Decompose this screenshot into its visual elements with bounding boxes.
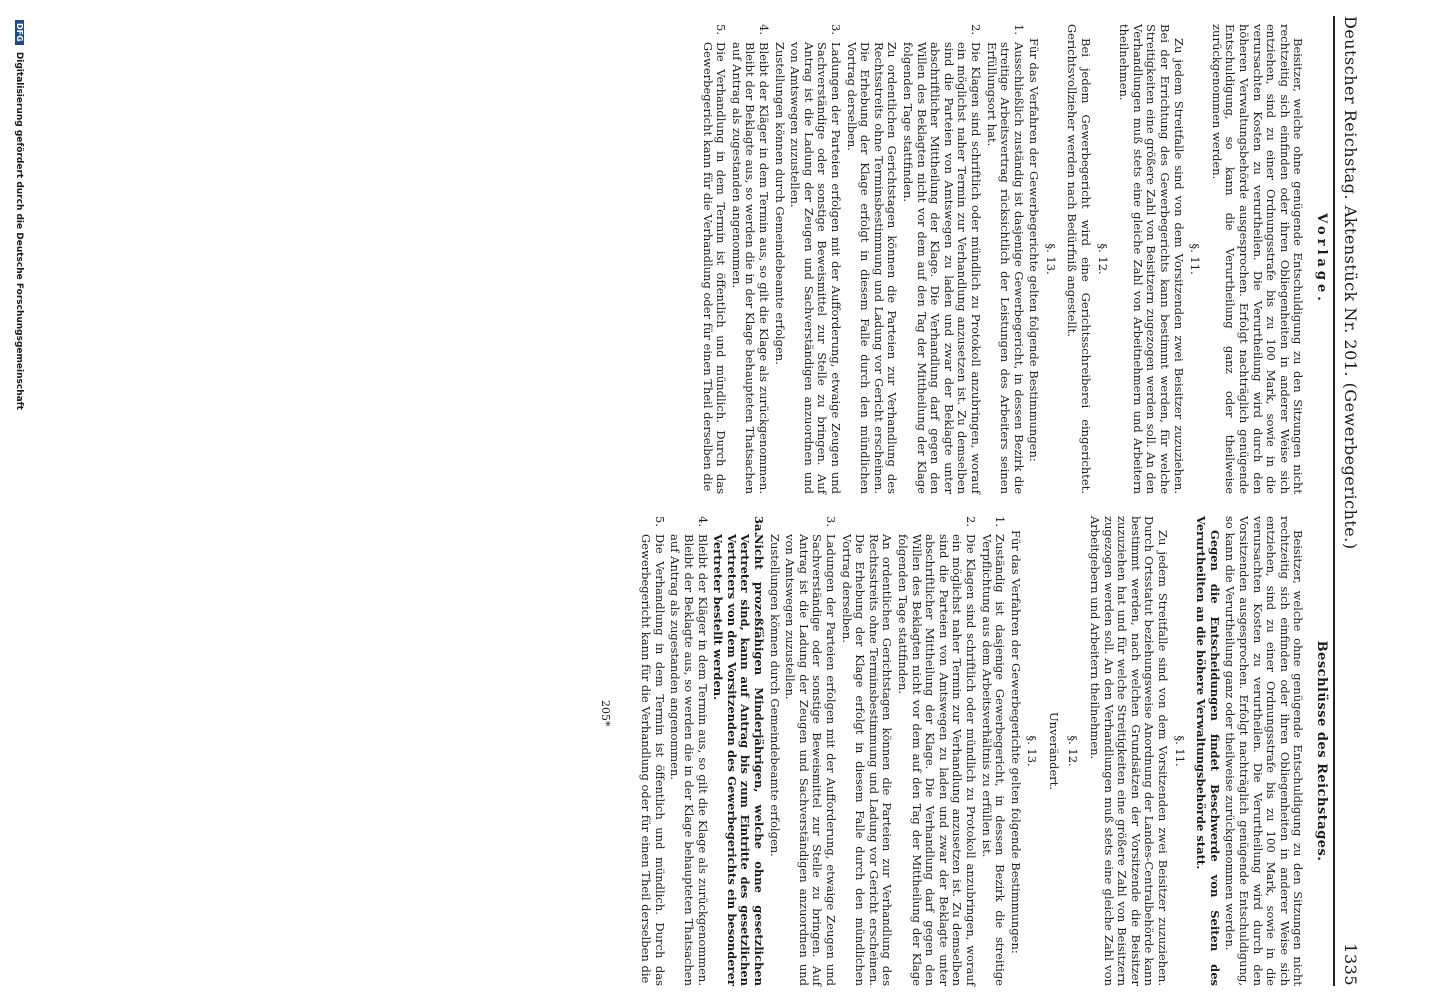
item-number: 3. xyxy=(824,516,838,527)
list-item xyxy=(788,24,842,494)
item-text: Zu ordentlichen Gerichtstagen können die Parteien zur Verhandlung des Rechtsstreits ohne Terminsbestimmung und Ladung vor Gericht erscheinen. Die Erhebung der Klage erfolgt in diesem Falle durch den mündlichen Vortrag derselben. xyxy=(844,42,900,494)
list-item xyxy=(900,24,982,494)
list-item xyxy=(767,516,781,986)
section-intro-13: Für das Verfahren der Gewerbegerichte gelten folgende Bestimmungen: xyxy=(1008,530,1023,954)
item-number: 2. xyxy=(968,24,983,35)
list-item xyxy=(783,516,837,986)
section-text-12: Bei jedem Gewerbegericht wird eine Gerichtsschreiberei eingerichtet. Gerichtsvollzieher werden nach Bedürfniß angestellt. xyxy=(1065,24,1094,494)
list-item xyxy=(711,516,765,986)
item-number: 1. xyxy=(993,516,1008,527)
item-number: 3. xyxy=(829,24,843,35)
item-list xyxy=(639,516,1006,986)
item-text: Die Klagen sind schriftlich oder mündlich zu Protokoll anzubringen, worauf ein möglichst naher Termin zur Verhandlung anzusetzen ist. Zu demselben sind die Parteien von Amtswegen zu laden und zwar der Beklagte unter abschriftlicher Mittheilung der Klage. Die Verhandlung darf gegen den Willen des Beklagten nicht vor dem auf den Tag der Mittheilung der Klage folgenden Tage stattfinden. xyxy=(900,42,983,494)
item-number: 5. xyxy=(652,516,667,527)
section-text-11: Zu jedem Streitfalle sind von dem Vorsitzenden zwei Beisitzer zuzuziehen. Bei der Errichtung des Gewerbegerichts kann bestimmt werden, für welche Streitigkeiten eine größere Zahl von Beisitzern zugezogen werden soll. An den Verhandlungen muß stets eine gleiche Zahl von Arbeitnehmern und Arbeitern theilnehmen. xyxy=(1117,24,1186,494)
item-number: 1. xyxy=(1011,24,1026,35)
item-text: Bleibt der Kläger in dem Termin aus, so gilt die Klage als zurückgenommen. Bleibt der Beklagte aus, so werden die in der Klage behaupteten Thatsachen auf Antrag als zugestanden angenommen. xyxy=(668,534,710,986)
catchword: 205* xyxy=(599,700,612,727)
list-item xyxy=(895,516,977,986)
item-text: Zustellungen können durch Gemeindebeamte erfolgen. xyxy=(772,42,787,365)
list-item xyxy=(639,516,666,986)
section-title-13: §. 13. xyxy=(1043,243,1058,275)
section-title-11: §. 11. xyxy=(1172,735,1187,767)
item-text: Ladungen der Parteien erfolgen mit der Aufforderung, etwaige Zeugen und Sachverständige oder sonstige Beweismittel zur Stelle zu bringen. Auf Antrag ist die Ladung der Zeugen und Sachverständigen anzuordnen und von Amtswegen zuzustellen. xyxy=(783,534,838,986)
column-heading-vorlage: Vorlage. xyxy=(1314,213,1329,305)
dfg-logo: DFG xyxy=(15,20,24,45)
item-list xyxy=(700,24,1025,494)
item-number: 5. xyxy=(714,24,729,35)
digitization-credit xyxy=(14,20,24,410)
list-item xyxy=(772,24,786,494)
list-item xyxy=(979,516,1006,986)
list-item xyxy=(700,24,727,494)
paragraph-amendment: Gegen die Entscheidungen findet Beschwerde von Seiten des Verurtheilten an die höhere Verwaltungsbehörde statt. xyxy=(1194,516,1222,986)
item-text: Die Verhandlung in dem Termin ist öffentlich und mündlich. Durch das Gewerbegericht kann für die Verhandlung oder für einen Theil derselben die xyxy=(639,534,667,986)
item-number: 4. xyxy=(695,516,710,527)
item-text: Zuständig ist dasjenige Gewerbegericht, in dessen Bezirk die streitige Verpflichtung aus dem Arbeitsverhältnis zu erfüllen ist. xyxy=(979,534,1008,986)
item-text: Nicht prozeßfähigen Minderjährigen, welche ohne gesetzlichen Vertreter sind, kann auf Antrag bis zum Eintritte des gesetzlichen Vertreters von dem Vorsitzenden des Gewerbegerichts ein besonderer Vertreter bestellt werden. xyxy=(711,534,767,986)
item-number: 4. xyxy=(757,24,772,35)
section-intro-13: Für das Verfahren der Gewerbegerichte gelten folgende Bestimmungen: xyxy=(1027,38,1042,462)
list-item xyxy=(668,516,709,986)
item-text: Ausschließlich zuständig ist dasjenige Gewerbegericht, in dessen Bezirk die streitige Arbeitsvertrag rücksichtlich der Leistungen des Arbeiters seinen Erfüllungsort hat. xyxy=(984,42,1026,494)
section-title-11: §. 11. xyxy=(1188,243,1203,275)
header-title: Deutscher Reichstag. Aktenstück Nr. 201. (Gewerbegerichte.) xyxy=(1341,16,1360,550)
section-title-12: §. 12. xyxy=(1095,243,1110,275)
digitization-credit-text: Digitalisierung gefördert durch die Deutsche Forschungsgemeinschaft xyxy=(14,51,24,410)
item-text: An ordentlichen Gerichtstagen können die Parteien zur Verhandlung des Rechtsstreits ohne Terminsbestimmung und Ladung vor Gericht erscheinen. Die Erhebung der Klage erfolgt in diesem Falle durch den mündlichen Vortrag derselben. xyxy=(839,534,895,986)
list-item xyxy=(844,24,898,494)
section-title-13: §. 13. xyxy=(1025,735,1040,767)
item-text: Bleibt der Kläger in dem Termin aus, so gilt die Klage als zurückgenommen. Bleibt der Beklagte aus, so werden die in der Klage behaupteten Thatsachen auf Antrag als zugestanden angenommen. xyxy=(729,42,772,494)
list-item xyxy=(984,24,1025,494)
section-text-11: Zu jedem Streitfalle sind von dem Vorsitzenden zwei Beisitzer zuzuziehen. Durch Ortsstatut beziehungsweise Anordnung der Landes-Centralbehörde kann bestimmt werden, nach welchen Grundsätzen der Vorsitzende die Beisitzer zuzuziehen hat und für welche Streitigkeiten eine größere Zahl von Beisitzern zugezogen werden soll. An den Verhandlungen muß stets eine gleiche Zahl von Arbeitgebern und Arbeitern theilnehmen. xyxy=(1088,516,1171,986)
item-text: Ladungen der Parteien erfolgen mit der Aufforderung, etwaige Zeugen und Sachverständige oder sonstige Beweismittel zur Stelle zu bringen. Auf Antrag ist die Ladung der Zeugen und Sachverständigen anzuordnen und von Amtswegen zuzustellen. xyxy=(788,42,843,494)
item-text: Zustellungen können durch Gemeindebeamte erfolgen. xyxy=(767,534,782,857)
item-text: Die Klagen sind schriftlich oder mündlich zu Protokoll anzubringen, worauf ein möglichst naher Termin zur Verhandlung anzusetzen ist. Zu demselben sind die Parteien von Amtswegen zu laden und zwar der Beklagte unter abschriftlicher Mittheilung der Klage. Die Verhandlung darf gegen den Willen des Beklagten nicht vor dem auf den Tag der Mittheilung der Klage folgenden Tage stattfinden. xyxy=(895,534,978,986)
section-title-12: §. 12. xyxy=(1066,735,1081,767)
list-item xyxy=(839,516,893,986)
header-rule xyxy=(1333,16,1335,986)
list-item xyxy=(729,24,770,494)
page-header xyxy=(1338,16,1360,986)
column-vorlage xyxy=(698,24,1332,494)
item-text: Die Verhandlung in dem Termin ist öffentlich und mündlich. Durch das Gewerbegericht kann für die Verhandlung oder für einen Theil derselben die xyxy=(700,42,729,494)
section-text-12: Unverändert. xyxy=(1046,711,1061,791)
item-number: 2. xyxy=(963,516,978,527)
column-heading-beschluesse: Beschlüsse des Reichstages. xyxy=(1314,640,1329,862)
header-page-number: 1335 xyxy=(1341,943,1360,986)
item-number: 3a. xyxy=(752,516,767,536)
column-beschluesse xyxy=(637,516,1332,986)
paragraph: Beisitzer, welche ohne genügende Entschuldigung zu den Sitzungen nicht rechtzeitig sich einfinden oder ihren Obliegenheiten in anderer Weise sich entziehen, sind zu einer Ordnungsstrafe bis zu 100 Mark, sowie in die verursachten Kosten zu verurtheilen. Die Verurtheilung wird durch den Vorsitzenden ausgesprochen. Erfolgt nachträglich genügende Entschuldigung, so kann die Verurtheilung ganz oder theilweise zurückgenommen werden. xyxy=(1223,516,1306,986)
paragraph: Beisitzer, welche ohne genügende Entschuldigung zu den Sitzungen nicht rechtzeitig sich einfinden oder ihren Obliegenheiten in anderer Weise sich entziehen, sind zu einer Ordnungsstrafe bis zu 100 Mark, sowie in die verursachten Kosten zu verurtheilen. Die Verurtheilung wird durch den höheren Verwaltungsbehörde ausgesprochen. Erfolgt nachträglich genügende Entschuldigung, so kann die Verurtheilung ganz oder theilweise zurückgenommen werden. xyxy=(1209,24,1306,494)
